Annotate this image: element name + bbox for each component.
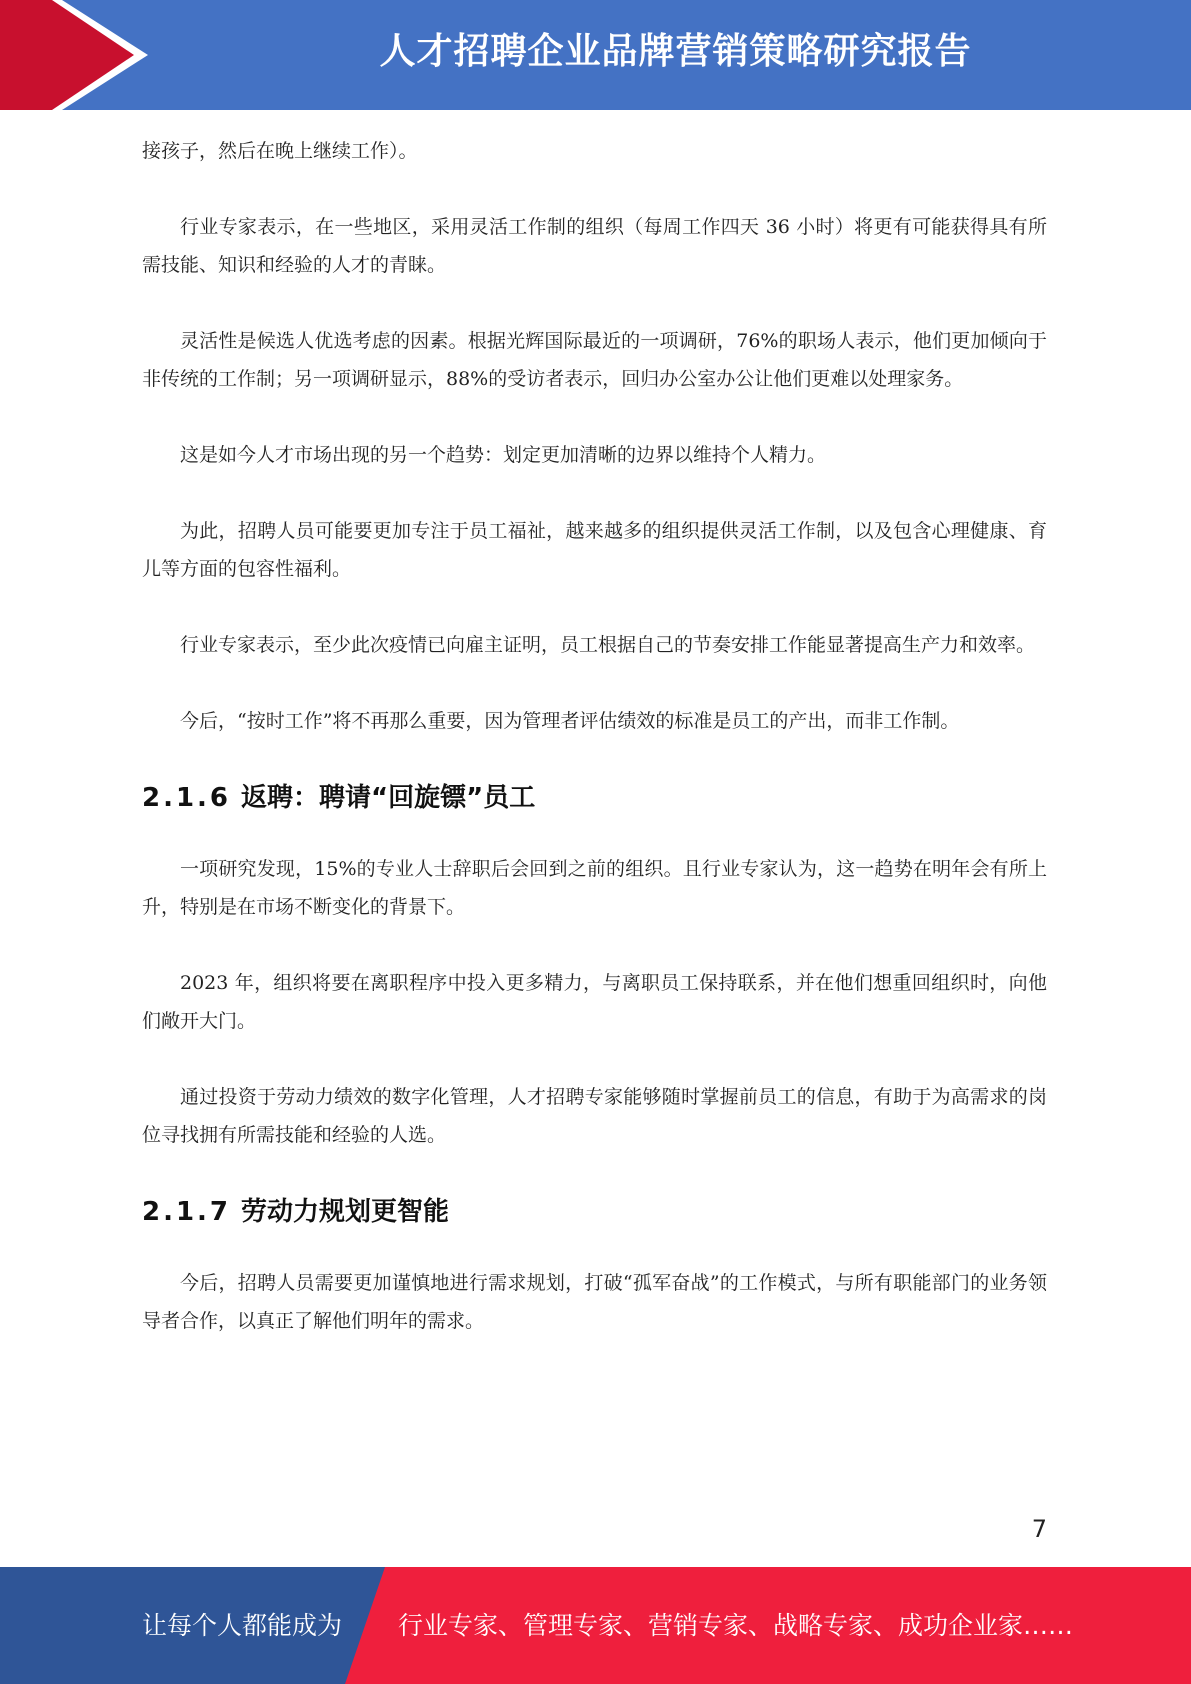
paragraph: 这是如今人才市场出现的另一个趋势：划定更加清晰的边界以维持个人精力。	[180, 444, 827, 466]
paragraph: 2023 年，组织将要在离职程序中投入更多精力，与离职员工保持联系，并在他们想重回组织时，向他们敞开大门。	[142, 972, 1047, 1032]
paragraph: 灵活性是候选人优选考虑的因素。根据光辉国际最近的一项调研，76%的职场人表示，他们更加倾向于非传统的工作制；另一项调研显示，88%的受访者表示，回归办公室办公让他们更难以处理家务。	[142, 330, 1047, 390]
section-heading-2-1-6	[142, 778, 1047, 818]
page-header	[0, 0, 1191, 110]
paragraph: 行业专家表示，在一些地区，采用灵活工作制的组织（每周工作四天 36 小时）将更有可能获得具有所需技能、知识和经验的人才的青睐。	[142, 216, 1047, 276]
page-body	[142, 132, 1047, 1378]
paragraph: 接孩子，然后在晚上继续工作）。	[142, 140, 418, 162]
page-footer	[0, 1567, 1191, 1684]
paragraph: 今后，“按时工作”将不再那么重要，因为管理者评估绩效的标准是员工的产出，而非工作制。	[180, 710, 960, 732]
section-title: 返聘：聘请“回旋镖”员工	[241, 783, 536, 813]
section-number: 2.1.6	[142, 783, 232, 813]
paragraph: 今后，招聘人员需要更加谨慎地进行需求规划，打破“孤军奋战”的工作模式，与所有职能部门的业务领导者合作，以真正了解他们明年的需求。	[142, 1272, 1047, 1332]
page-number: 7	[1031, 1515, 1047, 1543]
section-number: 2.1.7	[142, 1197, 232, 1227]
section-heading-2-1-7	[142, 1192, 1047, 1232]
paragraph: 为此，招聘人员可能要更加专注于员工福祉，越来越多的组织提供灵活工作制，以及包含心理健康、育儿等方面的包容性福利。	[142, 520, 1047, 580]
section-title: 劳动力规划更智能	[241, 1197, 450, 1227]
paragraph: 一项研究发现，15%的专业人士辞职后会回到之前的组织。且行业专家认为，这一趋势在明年会有所上升，特别是在市场不断变化的背景下。	[142, 858, 1047, 918]
paragraph: 行业专家表示，至少此次疫情已向雇主证明，员工根据自己的节奏安排工作能显著提高生产力和效率。	[180, 634, 1036, 656]
footer-slogan-left: 让每个人都能成为	[142, 1611, 343, 1640]
chevron-arrow-icon	[0, 0, 160, 110]
paragraph: 通过投资于劳动力绩效的数字化管理，人才招聘专家能够随时掌握前员工的信息，有助于为高需求的岗位寻找拥有所需技能和经验的人选。	[142, 1086, 1047, 1146]
report-title: 人才招聘企业品牌营销策略研究报告	[379, 31, 972, 72]
footer-slogan-right: 行业专家、管理专家、营销专家、战略专家、成功企业家……	[398, 1611, 1074, 1640]
